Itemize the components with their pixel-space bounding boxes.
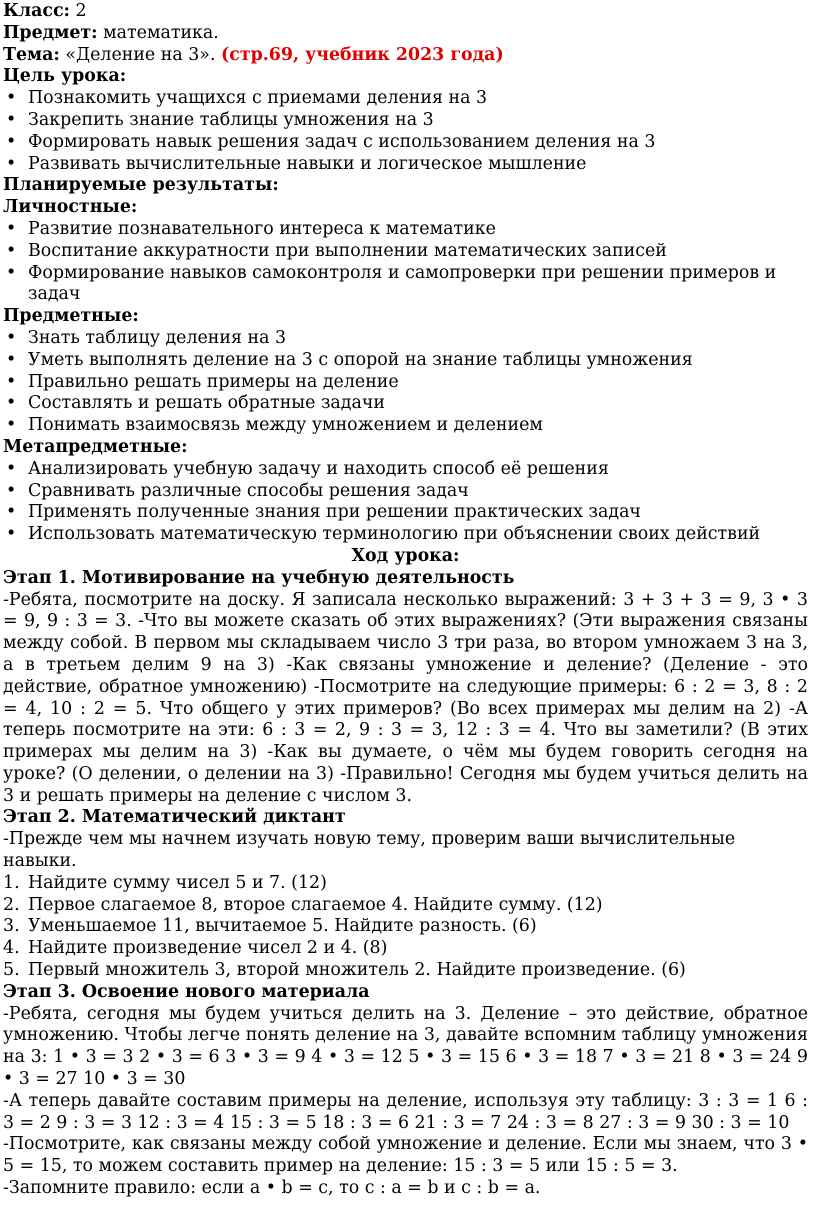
- dictation-number: 3.: [3, 916, 20, 937]
- personal-item: • Развитие познавательного интереса к математике: [3, 219, 808, 241]
- dictation-text: Найдите сумму чисел 5 и 7. (12): [28, 872, 327, 893]
- meta-results-heading: Метапредметные:: [3, 436, 188, 457]
- goal-item: • Развивать вычислительные навыки и логическое мышление: [3, 154, 808, 176]
- stage3-paragraph: -Ребята, сегодня мы будем учиться делить на 3. Деление – это действие, обратное умножению. Чтобы легче понять деление на 3, давайте вспомним таблицу умножения на 3: 1 • 3 = 3 2 • 3 = 6 3 • 3 = 9 4 • 3 = 12 5 • 3 = 15 6 • 3 = 18 7 • 3 = 21 8 • 3 = 24 9 • 3 = 27 10 • 3 = 30: [3, 1003, 808, 1090]
- meta-result-item: • Применять полученные знания при решении практических задач: [3, 502, 808, 524]
- meta-result-item: • Анализировать учебную задачу и находить способ её решения: [3, 459, 808, 481]
- class-label: Класс:: [3, 1, 70, 21]
- dictation-text: Первое слагаемое 8, второе слагаемое 4. Найдите сумму. (12): [28, 894, 603, 915]
- personal-list: [3, 219, 808, 306]
- personal-item: • Формирование навыков самоконтроля и самопроверки при решении примеров и задач: [3, 263, 808, 307]
- dictation-item: [3, 960, 808, 982]
- dictation-item: [3, 895, 808, 917]
- subject-result-item: • Знать таблицу деления на 3: [3, 328, 808, 350]
- meta-results-list: [3, 459, 808, 546]
- subject-value: математика.: [97, 22, 219, 43]
- dictation-list: [3, 873, 808, 982]
- stage2-heading: Этап 2. Математический диктант: [3, 807, 346, 828]
- dictation-number: 5.: [3, 960, 20, 981]
- dictation-item: [3, 873, 808, 895]
- stage1-heading: Этап 1. Мотивирование на учебную деятельность: [3, 567, 515, 588]
- dictation-number: 2.: [3, 894, 20, 915]
- subject-result-item: • Уметь выполнять деление на 3 с опорой на знание таблицы умножения: [3, 350, 808, 372]
- stage3-paragraph: -Посмотрите, как связаны между собой умножение и деление. Если мы знаем, что 3 • 5 = 15, то можем составить пример на деление: 15 : 3 = 5 или 15 : 5 = 3.: [3, 1134, 808, 1177]
- dictation-item: [3, 916, 808, 938]
- topic-value: «Деление на 3».: [59, 44, 221, 65]
- stage3-heading: Этап 3. Освоение нового материала: [3, 981, 370, 1002]
- lesson-heading: Ход урока:: [351, 545, 460, 566]
- goal-item: • Познакомить учащихся с приемами деления на 3: [3, 88, 808, 110]
- goal-item: • Закрепить знание таблицы умножения на 3: [3, 110, 808, 132]
- topic-line: [3, 45, 808, 67]
- class-line: [3, 1, 808, 23]
- stage3-paragraph: -Запомните правило: если a • b = c, то c : a = b и c : b = a.: [3, 1178, 541, 1199]
- subject-results-heading: Предметные:: [3, 306, 139, 327]
- stage3-paragraph: -А теперь давайте составим примеры на деление, используя эту таблицу: 3 : 3 = 1 6 : 3 = 2 9 : 3 = 3 12 : 3 = 4 15 : 3 = 5 18 : 3 = 6 21 : 3 = 7 24 : 3 = 8 27 : 3 = 9 30 : 3 = 10: [3, 1090, 808, 1133]
- subject-result-item: • Правильно решать примеры на деление: [3, 372, 808, 394]
- subject-results-list: [3, 328, 808, 437]
- subject-label: Предмет:: [3, 22, 98, 43]
- dictation-number: 1.: [3, 872, 20, 893]
- class-value: 2: [69, 1, 87, 21]
- topic-label: Тема:: [3, 44, 60, 65]
- goals-heading: Цель урока:: [3, 66, 127, 87]
- meta-result-item: • Сравнивать различные способы решения задач: [3, 481, 808, 503]
- results-heading: Планируемые результаты:: [3, 175, 279, 196]
- dictation-text: Уменьшаемое 11, вычитаемое 5. Найдите разность. (6): [28, 916, 537, 937]
- subject-result-item: • Понимать взаимосвязь между умножением и делением: [3, 415, 808, 437]
- meta-result-item: • Использовать математическую терминологию при объяснении своих действий: [3, 524, 808, 546]
- subject-line: [3, 23, 808, 45]
- personal-item: • Воспитание аккуратности при выполнении математических записей: [3, 241, 808, 263]
- stage2-intro: -Прежде чем мы начнем изучать новую тему, проверим ваши вычислительные навыки.: [3, 829, 736, 872]
- topic-reference: (стр.69, учебник 2023 года): [221, 44, 504, 65]
- dictation-text: Найдите произведение чисел 2 и 4. (8): [28, 938, 388, 959]
- dictation-item: [3, 938, 808, 960]
- dictation-number: 4.: [3, 938, 20, 959]
- dictation-text: Первый множитель 3, второй множитель 2. Найдите произведение. (6): [28, 960, 686, 981]
- stage1-text: -Ребята, посмотрите на доску. Я записала несколько выражений: 3 + 3 + 3 = 9, 3 • 3 = 9, 9 : 3 = 3. -Что вы можете сказать об этих выражениях? (Эти выражения связаны между собой. В первом мы складываем число 3 три раза, во втором умножаем 3 на 3, а в третьем делим 9 на 3) -Как связаны умножение и деление? (Деление - это действие, обратное умножению) -Посмотрите на следующие примеры: 6 : 2 = 3, 8 : 2 = 4, 10 : 2 = 5. Что общего у этих примеров? (Во всех примерах мы делим на 2) -А теперь посмотрите на эти: 6 : 3 = 2, 9 : 3 = 3, 12 : 3 = 4. Что вы заметили? (В этих примерах мы делим на 3) -Как вы думаете, о чём мы будем говорить сегодня на уроке? (О делении, о делении на 3) -Правильно! Сегодня мы будем учиться делить на 3 и решать примеры на деление с числом 3.: [3, 589, 808, 806]
- goal-item: • Формировать навык решения задач с использованием деления на 3: [3, 132, 808, 154]
- personal-heading: Личностные:: [3, 197, 138, 218]
- subject-result-item: • Составлять и решать обратные задачи: [3, 393, 808, 415]
- goals-list: [3, 88, 808, 175]
